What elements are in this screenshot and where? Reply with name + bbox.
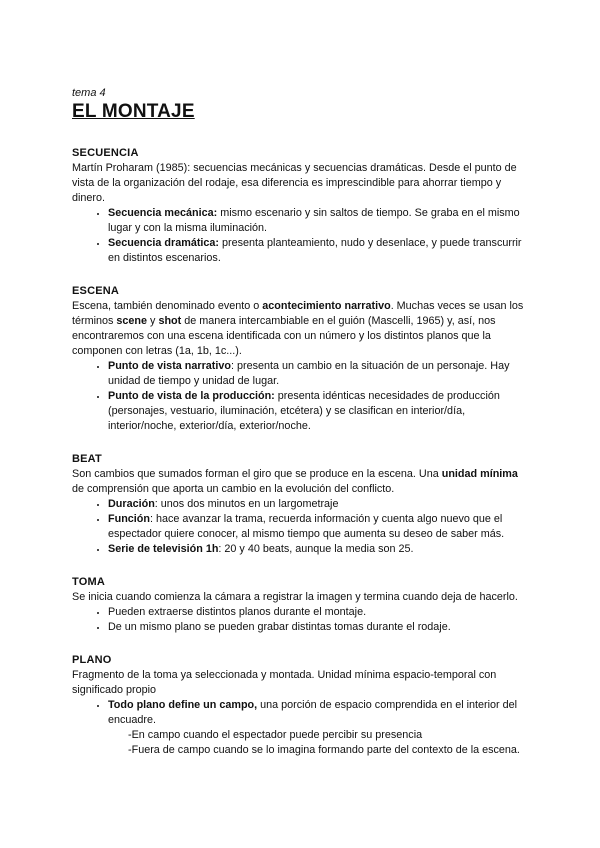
list-item: • Función: hace avanzar la trama, recuerda información y cuenta algo nuevo que el espectador quiere conocer, al mismo tiempo que aumenta su deseo de saber más. (108, 512, 530, 542)
section-secuencia (72, 146, 530, 266)
bullet-list (72, 698, 530, 758)
list-item: • Pueden extraerse distintos planos durante el montaje. (108, 605, 530, 620)
section-heading: ESCENA (72, 285, 120, 297)
document-page (72, 86, 530, 776)
section-intro: Fragmento de la toma ya seleccionada y montada. Unidad mínima espacio-temporal con significado propio (72, 669, 497, 696)
section-toma (72, 575, 530, 635)
section-intro: Se inicia cuando comienza la cámara a registrar la imagen y termina cuando deja de hacerlo. (72, 591, 518, 603)
section-heading: PLANO (72, 654, 112, 666)
list-item: • Secuencia mecánica: mismo escenario y sin saltos de tiempo. Se graba en el mismo lugar y con la misma iluminación. (108, 206, 530, 236)
section-plano (72, 653, 530, 758)
bullet-list (72, 497, 530, 557)
section-escena (72, 284, 530, 434)
list-item: • Todo plano define un campo, una porción de espacio comprendida en el interior del encuadre. -En campo cuando el espectador puede percibir su presencia -Fuera de campo cuando se lo imagina formando parte del contexto de la escena. (108, 698, 530, 758)
section-intro: Son cambios que sumados forman el giro que se produce en la escena. Una unidad mínima de comprensión que aporta un cambio en la evolución del conflicto. (72, 468, 518, 495)
sub-item: -En campo cuando el espectador puede percibir su presencia (128, 729, 423, 741)
list-item: • Punto de vista narrativo: presenta un cambio en la situación de un personaje. Hay unidad de tiempo y unidad de lugar. (108, 359, 530, 389)
section-intro: Escena, también denominado evento o acontecimiento narrativo. Muchas veces se usan los términos scene y shot de manera intercambiable en el guión (Mascelli, 1965) y, así, nos encontraremos con una escena identificada con un número y los distintos planos que la componen con letras (1a, 1b, 1c...). (72, 300, 524, 357)
section-intro: Martín Proharam (1985): secuencias mecánicas y secuencias dramáticas. Desde el punto de vista de la organización del rodaje, esa diferencia es imprescindible para ahorrar tiempo y dinero. (72, 162, 517, 204)
document-title: EL MONTAJE (72, 101, 195, 122)
section-heading: BEAT (72, 453, 102, 465)
topic-label: tema 4 (72, 87, 106, 99)
section-heading: SECUENCIA (72, 147, 139, 159)
list-item: • Secuencia dramática: presenta planteamiento, nudo y desenlace, y puede transcurrir en distintos escenarios. (108, 236, 530, 266)
section-heading: TOMA (72, 576, 105, 588)
bullet-list (72, 605, 530, 635)
list-item: • De un mismo plano se pueden grabar distintas tomas durante el rodaje. (108, 620, 530, 635)
bullet-list (72, 206, 530, 266)
section-beat (72, 452, 530, 557)
bullet-list (72, 359, 530, 434)
list-item: • Serie de televisión 1h: 20 y 40 beats, aunque la media son 25. (108, 542, 530, 557)
sub-item: -Fuera de campo cuando se lo imagina formando parte del contexto de la escena. (128, 744, 520, 756)
list-item: • Punto de vista de la producción: presenta idénticas necesidades de producción (personajes, vestuario, iluminación, etcétera) y se clasifican en interior/día, interior/noche, exterior/día, exterior/noche. (108, 389, 530, 434)
list-item: • Duración: unos dos minutos en un largometraje (108, 497, 530, 512)
